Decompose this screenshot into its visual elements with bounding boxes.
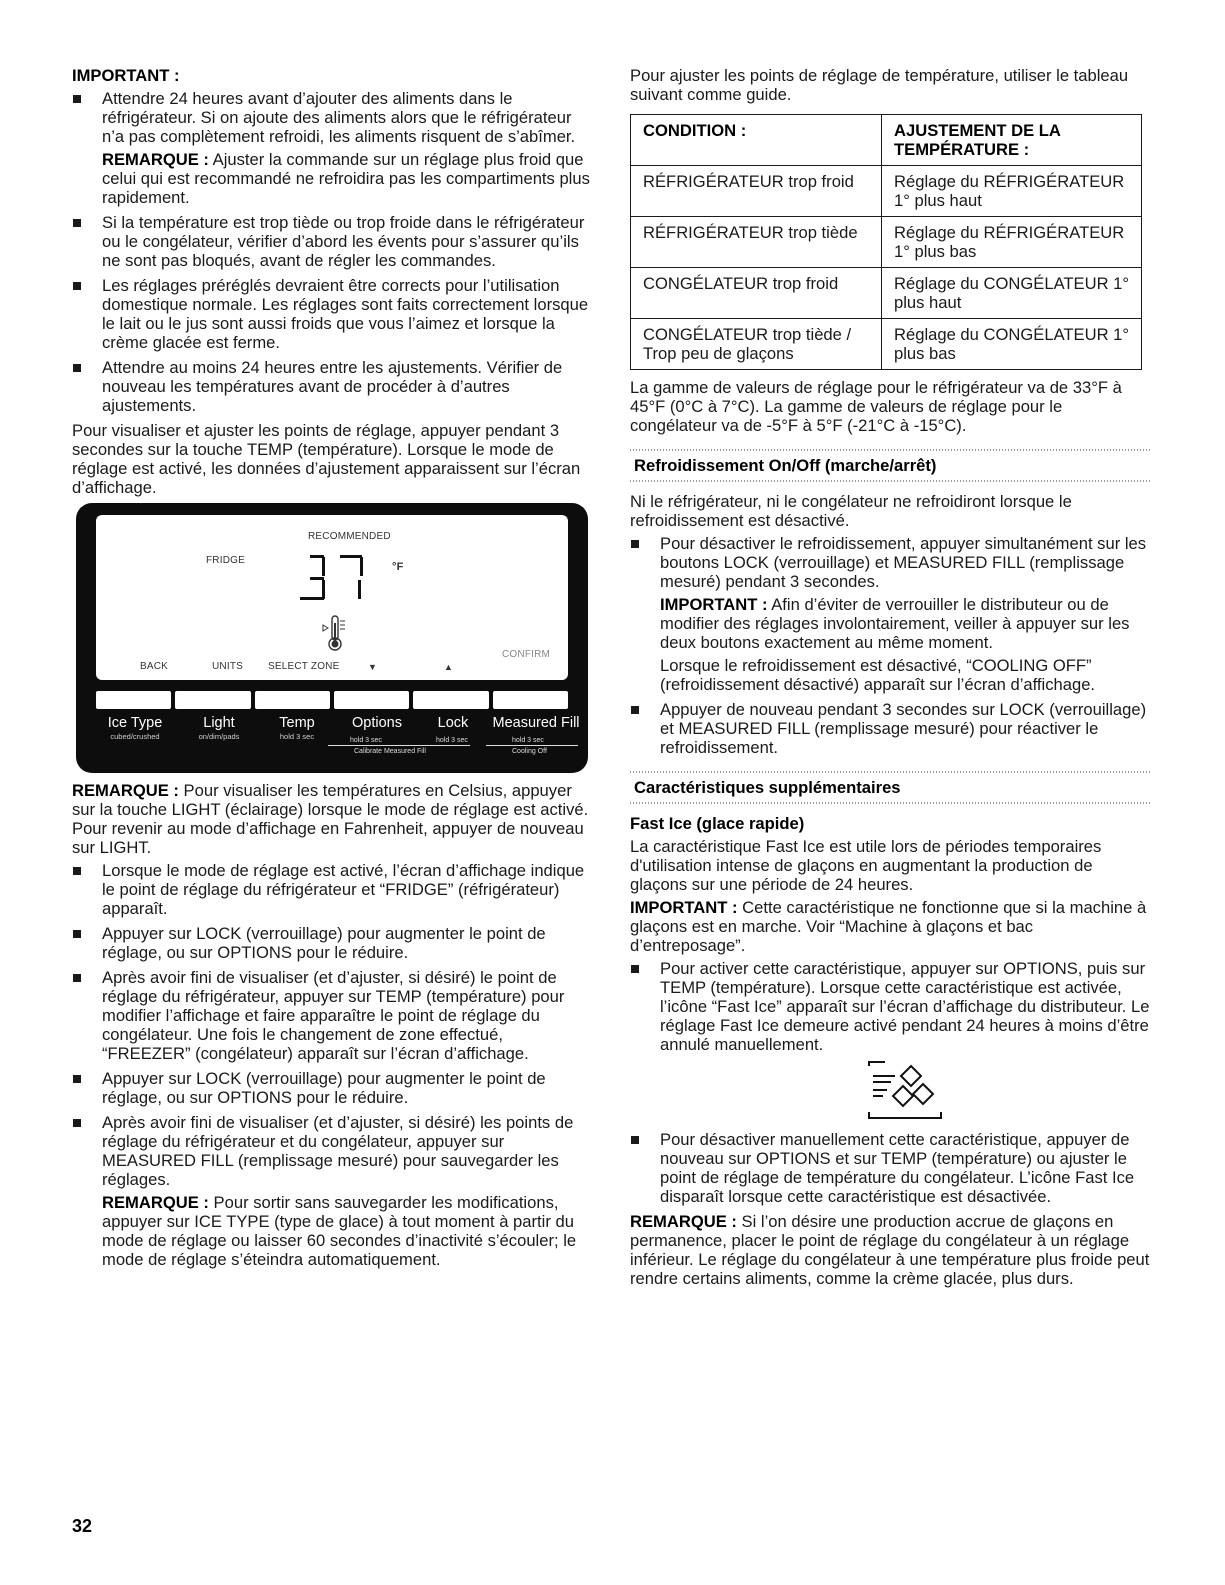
fast-ice-list [630,959,1150,1206]
final-note: REMARQUE : Si l’on désire une production accrue de glaçons en permanence, placer le point de réglage du congélateur à un réglage inférieur. Le réglage du congélateur à une température plus froide peut rendre certains aliments, comme la crème glacée, plus durs. [630,1212,1150,1288]
light-button[interactable] [175,691,250,709]
lock-button[interactable] [413,691,488,709]
fridge-label: FRIDGE [206,555,245,566]
cooling-important: IMPORTANT : Afin d’éviter de verrouiller le distributeur ou de modifier des réglages involontairement, veiller à appuyer sur les deux boutons exactement au même moment. [660,595,1130,652]
screen-units-label[interactable]: UNITS [212,661,243,672]
screen-up-arrow-icon[interactable]: ▲ [444,662,454,672]
cooling-paragraph: Ni le réfrigérateur, ni le congélateur ne refroidiront lorsque le refroidissement est désactivé. [630,492,1072,530]
seven-segment-readout [292,553,382,605]
temp-label: Temp hold 3 sec [279,715,315,741]
list-item: Pour désactiver manuellement cette caractéristique, appuyer de nouveau sur OPTIONS et sur TEMP (température) ou ajuster le point de réglage de température du congélateur. L’icône Fast Ice disparaît lorsque cette caractéristique est désactivée. [630,1130,1150,1206]
list-item: Attendre 24 heures avant d’ajouter des aliments dans le réfrigérateur. Si on ajoute des aliments alors que le réfrigérateur n’a pas complètement refroidi, les aliments risquent de s’abîmer. REMARQUE : Ajuster la commande sur un réglage plus froid que celui qui est recommandé ne refroidira pas les compartiments plus rapidement. [72,89,592,207]
fast-ice-important: IMPORTANT : Cette caractéristique ne fonctionne que si la machine à glaçons est en marche. Voir “Machine à glaçons et bac d’entreposage”. [630,898,1147,955]
control-panel-figure [76,503,588,773]
list-item: Après avoir fini de visualiser (et d’ajuster, si désiré) les points de réglage du réfrigérateur et du congélateur, appuyer sur MEASURED FILL (remplissage mesuré) pour sauvegarder les réglages. REMARQUE : Pour sortir sans sauvegarder les modifications, appuyer sur ICE TYPE (type de glace) à tout moment à partir du mode de réglage ou laisser 60 secondes d’inactivité s’écouler; le mode de réglage s’éteindra automatiquement. [72,1113,592,1269]
section-header-features: Caractéristiques supplémentaires [630,771,1150,804]
list-item: Les réglages préréglés devraient être corrects pour l’utilisation domestique normale. Les réglages sont faits correctement lorsque le lait ou le jus sont aussi froids que vous l’aimez et lorsque la crème glacée est ferme. [72,276,592,352]
options-button[interactable] [334,691,409,709]
measured-fill-button[interactable] [493,691,568,709]
list-item: Après avoir fini de visualiser (et d’ajuster, si désiré) le point de réglage du réfrigérateur, appuyer sur TEMP (température) pour modifier l’affichage et faire apparaître le point de réglage du congélateur. Une fois le changement de zone effectué, “FREEZER” (congélateur) apparaît sur l’écran d’affichage. [72,968,592,1063]
celsius-note: REMARQUE : Pour visualiser les températures en Celsius, appuyer sur la touche LIGHT (éclairage) lorsque le mode de réglage est activé. Pour revenir au mode d’affichage en Fahrenheit, appuyer de nouveau sur LIGHT. [72,781,589,857]
section-header-cooling: Refroidissement On/Off (marche/arrêt) [630,449,1150,482]
unit-label: °F [392,561,404,573]
options-label: Options [352,715,402,731]
hold-note-options: hold 3 sec [350,737,382,744]
recommended-label: RECOMMENDED [308,531,391,542]
table-row: CONGÉLATEUR trop tiède / Trop peu de glaçons Réglage du CONGÉLATEUR 1° plus bas [631,319,1142,370]
important-list [72,89,592,415]
cooling-off-note: Cooling Off [512,748,547,755]
button-strip [96,691,568,709]
screen-back-label[interactable]: BACK [140,661,169,672]
screen-confirm-label[interactable]: CONFIRM [502,649,551,660]
light-label: Light on/dim/pads [198,715,240,741]
ice-type-button[interactable] [96,691,171,709]
screen-select-zone-label[interactable]: SELECT ZONE [268,661,340,672]
cooling-off-bracket [486,745,578,746]
table-header-row [631,115,1142,166]
hold-note-measured: hold 3 sec [512,737,544,744]
table-row: RÉFRIGÉRATEUR trop tiède Réglage du RÉFRIGÉRATEUR 1° plus bas [631,217,1142,268]
list-item: Pour désactiver le refroidissement, appuyer simultanément sur les boutons LOCK (verrouillage) et MEASURED FILL (remplissage mesuré) pendant 3 secondes. IMPORTANT : Afin d’éviter de verrouiller le distributeur ou de modifier des réglages involontairement, veiller à appuyer sur les deux boutons exactement au même moment. Lorsque le refroidissement est désactivé, “COOLING OFF” (refroidissement désactivé) apparaît sur l’écran d’affichage. [630,534,1150,694]
thermometer-icon [322,613,348,653]
measured-fill-label: Measured Fill [492,715,580,731]
fast-ice-icon [865,1058,945,1122]
hold-note-lock: hold 3 sec [436,737,468,744]
list-item: Appuyer de nouveau pendant 3 secondes sur LOCK (verrouillage) et MEASURED FILL (remplissage mesuré) pour réactiver le refroidissement. [630,700,1150,757]
calibrate-bracket [328,745,470,746]
fast-ice-paragraph: La caractéristique Fast Ice est utile lors de périodes temporaires d'utilisation intense de glaçons en augmentant la production de glaçons sur une période de 24 heures. [630,837,1102,894]
table-intro: Pour ajuster les points de réglage de température, utiliser le tableau suivant comme guide. [630,66,1129,104]
left-column [72,66,592,1275]
right-column [630,66,1150,1292]
cooling-list [630,534,1150,757]
table-row: RÉFRIGÉRATEUR trop froid Réglage du RÉFRIGÉRATEUR 1° plus haut [631,166,1142,217]
table-header: CONDITION : [631,115,882,166]
ice-type-label: Ice Type cubed/crushed [107,715,163,741]
list-item: Lorsque le mode de réglage est activé, l’écran d’affichage indique le point de réglage du réfrigérateur et “FRIDGE” (réfrigérateur) apparaît. [72,861,592,918]
list-item: Si la température est trop tiède ou trop froide dans le réfrigérateur ou le congélateur, vérifier d’abord les évents pour s’assurer qu’ils ne sont pas bloqués, avant de régler les commandes. [72,213,592,270]
temp-button[interactable] [255,691,330,709]
note-wait: REMARQUE : Ajuster la commande sur un réglage plus froid que celui qui est recommandé ne refroidira pas les compartiments plus rapidement. [102,150,590,207]
lock-label: Lock [437,715,469,731]
list-item: Pour activer cette caractéristique, appuyer sur OPTIONS, puis sur TEMP (température). Lorsque cette caractéristique est activée, l’icône “Fast Ice” apparaît sur l’écran d’affichage du distributeur. Le réglage Fast Ice demeure activé pendant 24 heures à moins d’être annulé manuellement. [630,959,1150,1122]
table-row: CONGÉLATEUR trop froid Réglage du CONGÉLATEUR 1° plus haut [631,268,1142,319]
calibrate-note: Calibrate Measured Fill [354,748,426,755]
cooling-off-display: Lorsque le refroidissement est désactivé, “COOLING OFF” (refroidissement désactivé) apparaît sur l’écran d’affichage. [660,656,1096,694]
exit-note: REMARQUE : Pour sortir sans sauvegarder les modifications, appuyer sur ICE TYPE (type de glace) à tout moment à partir du mode de réglage ou laisser 60 secondes d’inactivité s’écouler; le mode de réglage s’éteindra automatiquement. [102,1193,577,1269]
page-number: 32 [72,1516,93,1536]
adjustment-table [630,114,1142,370]
button-labels [92,715,582,765]
setpoint-intro: Pour visualiser et ajuster les points de réglage, appuyer pendant 3 secondes sur la touche TEMP (température). Lorsque le mode de réglage est activé, les données d’ajustement apparaissent sur l’écran d’affichage. [72,421,581,497]
table-header: AJUSTEMENT DE LA TEMPÉRATURE : [882,115,1142,166]
list-item: Attendre au moins 24 heures entre les ajustements. Vérifier de nouveau les températures avant de procéder à d’autres ajustements. [72,358,592,415]
list-item: Appuyer sur LOCK (verrouillage) pour augmenter le point de réglage, ou sur OPTIONS pour le réduire. [72,924,592,962]
important-heading: IMPORTANT : [72,66,180,85]
list-item: Appuyer sur LOCK (verrouillage) pour augmenter le point de réglage, ou sur OPTIONS pour le réduire. [72,1069,592,1107]
display-screen [96,515,568,680]
screen-down-arrow-icon[interactable]: ▼ [368,662,378,672]
adjust-steps-list [72,861,592,1269]
fast-ice-heading: Fast Ice (glace rapide) [630,814,805,833]
range-paragraph: La gamme de valeurs de réglage pour le réfrigérateur va de 33°F à 45°F (0°C à 7°C). La gamme de valeurs de réglage pour le congélateur va de -5°F à 5°F (-21°C à -15°C). [630,378,1122,435]
